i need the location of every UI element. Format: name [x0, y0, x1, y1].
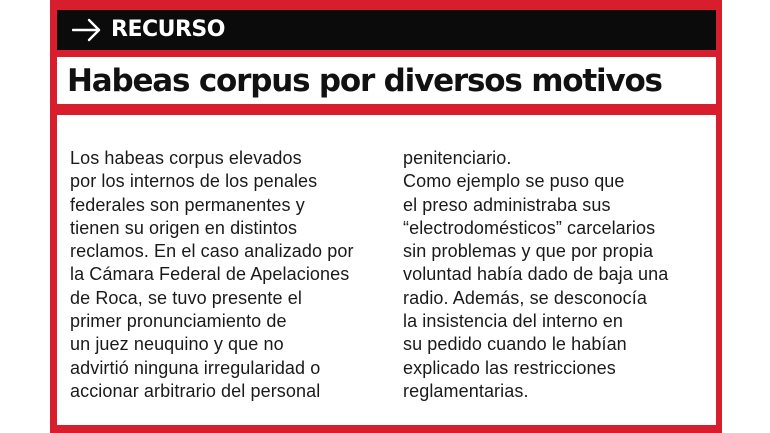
- text-line: radio. Además, se desconocía: [403, 287, 647, 308]
- text-line: penitenciario.: [403, 148, 512, 168]
- text-line: “electrodomésticos” carcelarios: [403, 217, 656, 238]
- text-line: federales son permanentes y: [70, 194, 305, 215]
- body-panel: [57, 115, 716, 425]
- text-line: primer pronunciamiento de: [70, 311, 287, 332]
- headline: Habeas corpus por diversos motivos: [67, 63, 662, 99]
- text-line: reglamentarias.: [403, 380, 529, 401]
- text-line: voluntad había dado de baja una: [403, 264, 669, 285]
- text-line: sin problemas y que por propia: [403, 241, 654, 262]
- text-line: advirtió ninguna irregularidad o: [70, 357, 321, 378]
- text-line: Los habeas corpus elevados: [70, 148, 302, 168]
- headline-panel: [57, 57, 716, 104]
- arrow-right-icon: [72, 16, 102, 44]
- text-line: explicado las restricciones: [403, 357, 616, 378]
- text-line: reclamos. En el caso analizado por: [70, 241, 354, 262]
- text-line: de Roca, se tuvo presente el: [70, 287, 302, 308]
- body-column-right: [403, 147, 703, 403]
- section-label: RECURSO: [111, 17, 225, 42]
- text-line: la Cámara Federal de Apelaciones: [70, 264, 350, 285]
- text-line: Como ejemplo se puso que: [403, 171, 625, 192]
- section-header-bar: [57, 10, 716, 50]
- text-line: el preso administraba sus: [403, 194, 611, 215]
- text-line: un juez neuquino y que no: [70, 334, 284, 355]
- text-line: accionar arbitrario del personal: [70, 380, 321, 401]
- text-line: la insistencia del interno en: [403, 311, 624, 332]
- body-column-left: [70, 147, 375, 403]
- text-line: por los internos de los penales: [70, 171, 318, 192]
- text-line: tienen su origen en distintos: [70, 217, 298, 238]
- text-line: su pedido cuando le habían: [403, 334, 627, 355]
